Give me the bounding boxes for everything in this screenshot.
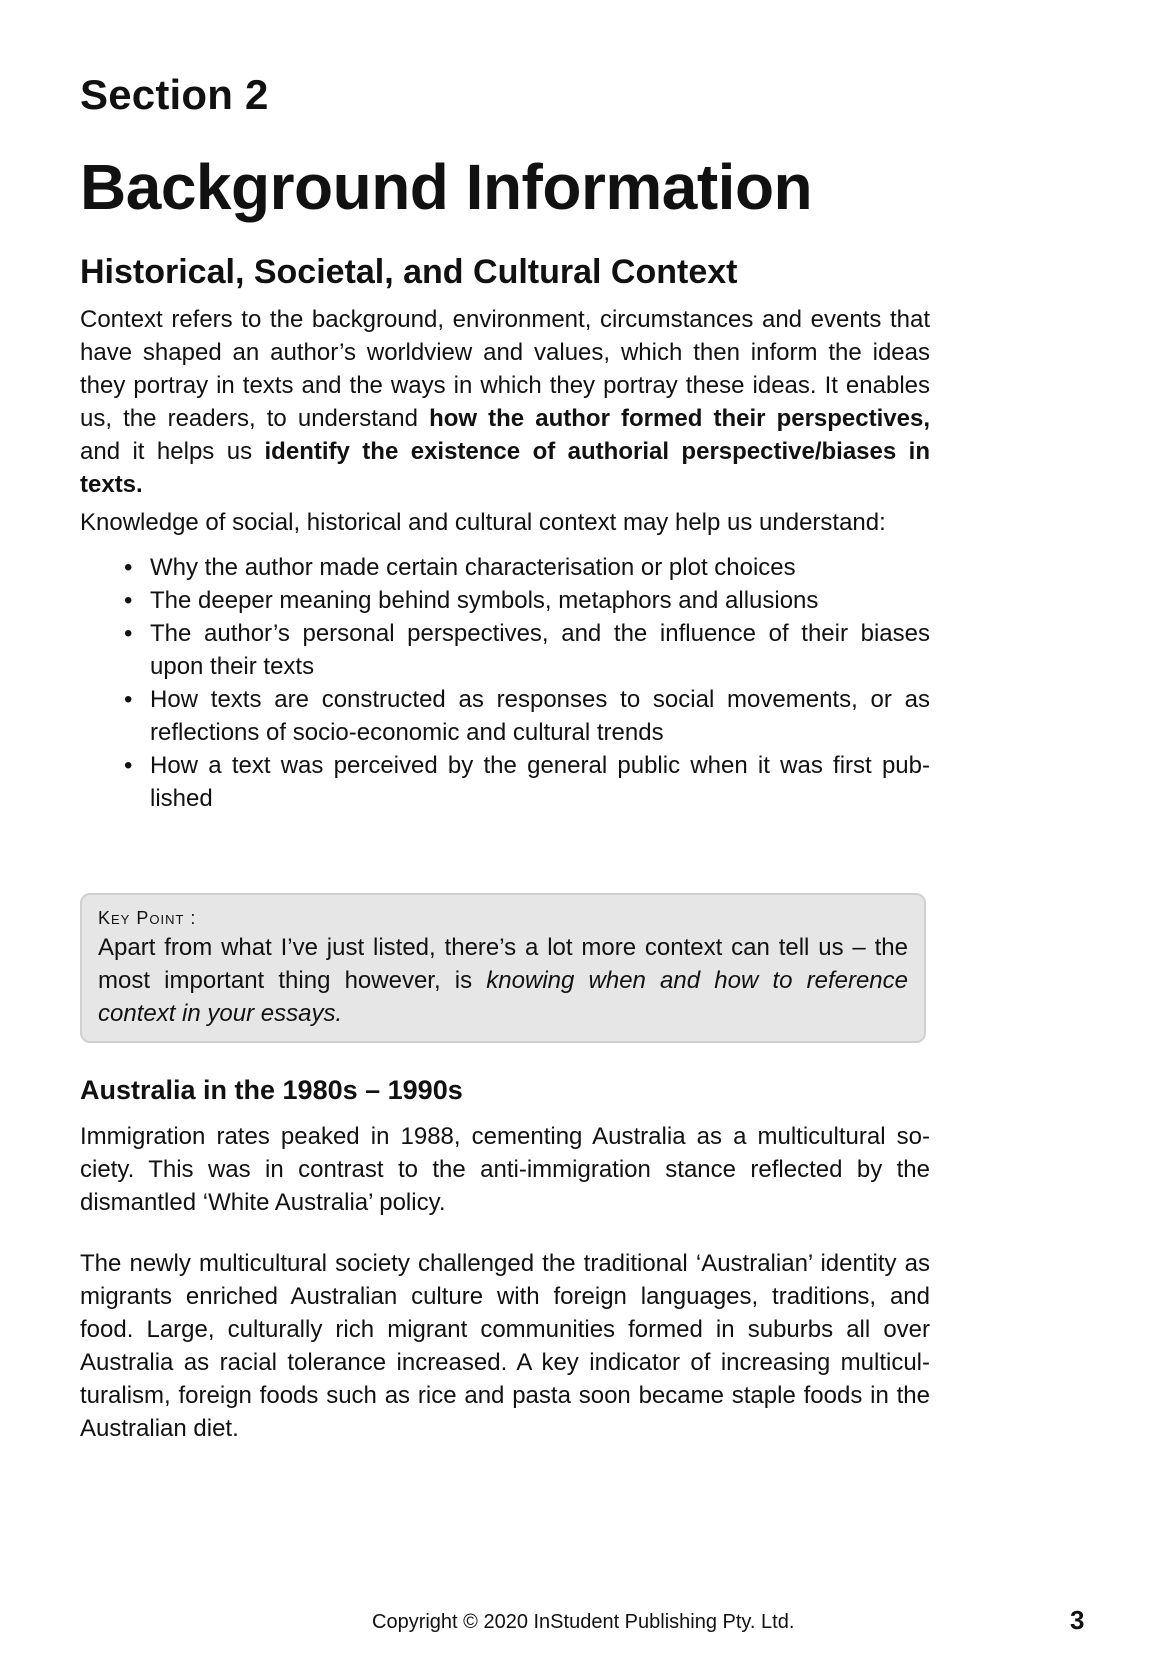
key-point-label: Key Point :	[98, 908, 197, 928]
key-point-text	[98, 931, 908, 1030]
bullet-item	[120, 584, 930, 617]
bullet-item	[120, 683, 930, 749]
bullet-text: How texts are constructed as responses to social movements, or as reflections of socio-economic and cultural trends	[150, 686, 930, 746]
bullet-item	[120, 551, 930, 584]
page-number: 3	[1070, 1605, 1085, 1635]
intro-text-1: Context refers to the background, environment, circumstances and events that have shaped an author’s worldview and values, which then inform the ideas they portray in texts and the ways in which they portray these ideas. It enables us, the readers, to understand	[80, 306, 930, 432]
context-intro-paragraph	[80, 303, 930, 501]
page-title: Background Information	[80, 151, 813, 223]
context-lead-in: Knowledge of social, historical and cultural context may help us understand:	[80, 509, 886, 536]
australia-paragraph-2: The newly multicultural society challenged the traditional ‘Australian’ identity as migrants enriched Australian culture with foreign languages, traditions, and food. Large, culturally rich migrant communities formed in suburbs all over Australia as racial tolerance increased. A key indicator of increasing multiculturalism, foreign foods such as rice and pasta soon became staple foods in the Australian diet.	[80, 1250, 930, 1442]
key-point-box	[80, 893, 926, 1043]
australia-paragraph-1: Immigration rates peaked in 1988, cementing Australia as a multicultural society. This was in contrast to the anti-immigration stance reflected by the dismantled ‘White Australia’ policy.	[80, 1123, 930, 1216]
bullet-text: The author’s personal perspectives, and the influence of their biases upon their texts	[150, 620, 930, 680]
context-bullet-list	[120, 551, 930, 815]
bullet-dot-icon: •	[124, 587, 133, 614]
intro-bold-1: how the author formed their perspectives,	[429, 405, 931, 432]
section-label: Section 2	[80, 71, 269, 118]
bullet-item	[120, 749, 930, 815]
bullet-dot-icon: •	[124, 620, 133, 647]
key-point-text-italic: knowing when and how to reference context in your essays.	[98, 967, 909, 1027]
bullet-item	[120, 617, 930, 683]
intro-text-2: and it helps us	[80, 438, 265, 465]
key-point-text-plain: Apart from what I’ve just listed, there’s a lot more context can tell us – the most important thing however, is	[98, 934, 908, 994]
bullet-text: The deeper meaning behind symbols, metaphors and allusions	[150, 587, 819, 614]
bullet-dot-icon: •	[124, 752, 133, 779]
bullet-dot-icon: •	[124, 554, 133, 581]
bullet-dot-icon: •	[124, 686, 133, 713]
footer-copyright: Copyright © 2020 InStudent Publishing Pty. Ltd.	[372, 1611, 795, 1633]
bullet-text: Why the author made certain characterisation or plot choices	[150, 554, 796, 581]
context-heading: Historical, Societal, and Cultural Context	[80, 253, 738, 291]
bullet-text: How a text was perceived by the general public when it was first published	[150, 752, 930, 812]
intro-bold-2: identify the existence of authorial perspective/biases in texts.	[80, 438, 930, 498]
australia-heading: Australia in the 1980s – 1990s	[80, 1075, 463, 1105]
